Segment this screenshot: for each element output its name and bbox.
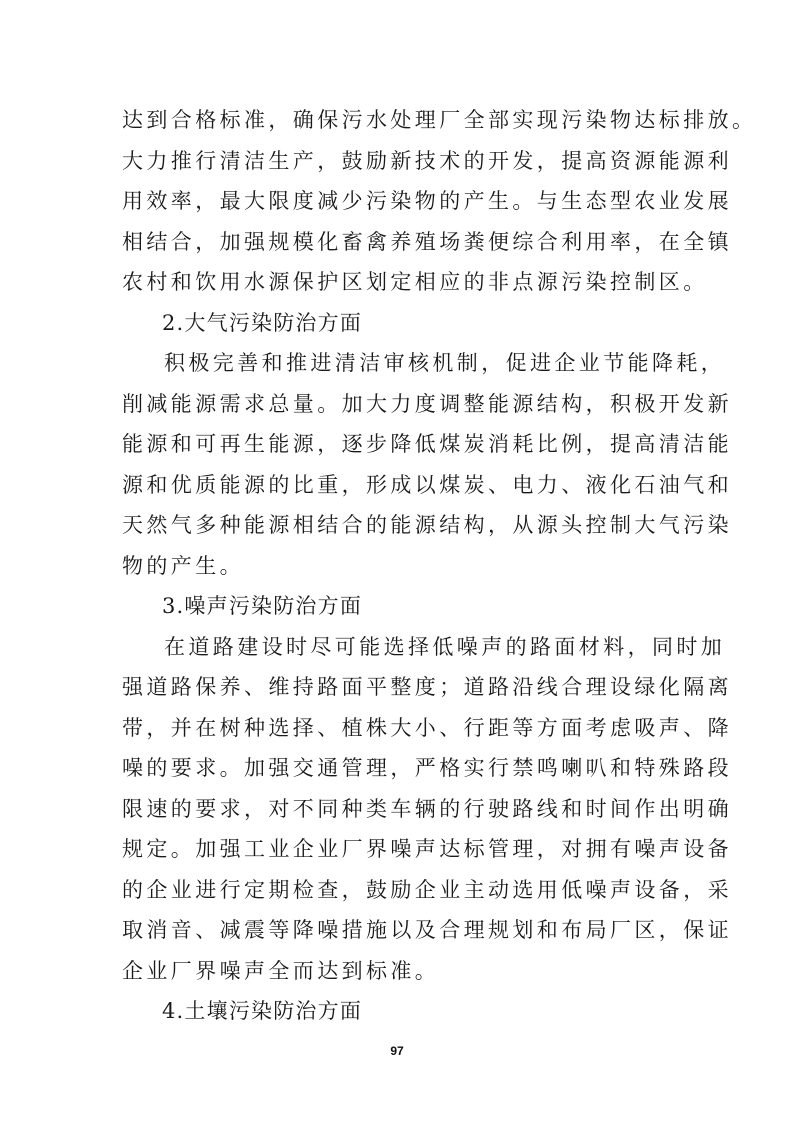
body-line: 大力推行清洁生产，鼓励新技术的开发，提高资源能源利	[122, 148, 732, 173]
body-line: 限速的要求，对不同种类车辆的行驶路线和时间作出明确	[122, 796, 732, 821]
body-line: 达到合格标准，确保污水处理厂全部实现污染物达标排放。	[122, 108, 757, 132]
body-line: 强道路保养、维持路面平整度；道路沿线合理设绿化隔离	[122, 675, 732, 699]
body-line: 的企业进行定期检查，鼓励企业主动选用低噪声设备，采	[122, 877, 732, 902]
body-line: 相结合，加强规模化畜禽养殖场粪便综合利用率，在全镇	[122, 229, 732, 254]
section-heading-air: 2.大气污染防治方面	[162, 310, 363, 335]
body-line: 削减能源需求总量。加大力度调整能源结构，积极开发新	[122, 391, 732, 416]
section-heading-noise: 3.噪声污染防治方面	[162, 594, 363, 618]
body-line: 能源和可再生能源，逐步降低煤炭消耗比例，提高清洁能	[122, 432, 732, 456]
body-line: 带，并在树种选择、植株大小、行距等方面考虑吸声、降	[122, 715, 732, 740]
page-number: 97	[390, 1043, 404, 1058]
body-line: 规定。加强工业企业厂界噪声达标管理，对拥有噪声设备	[122, 837, 732, 861]
body-line: 噪的要求。加强交通管理，严格实行禁鸣喇叭和特殊路段	[122, 756, 732, 780]
body-line: 用效率，最大限度减少污染物的产生。与生态型农业发展	[122, 189, 732, 213]
body-line: 物的产生。	[122, 553, 244, 578]
paragraph-first-line: 积极完善和推进清洁审核机制，促进企业节能降耗，	[164, 351, 726, 375]
body-line: 企业厂界噪声全而达到标准。	[122, 958, 440, 983]
paragraph-first-line: 在道路建设时尽可能选择低噪声的路面材料，同时加	[164, 634, 726, 659]
body-line: 取消音、减震等降噪措施以及合理规划和布局厂区，保证	[122, 918, 732, 942]
body-line: 源和优质能源的比重，形成以煤炭、电力、液化石油气和	[122, 472, 732, 497]
body-line: 天然气多种能源相结合的能源结构，从源头控制大气污染	[122, 513, 732, 537]
section-heading-soil: 4.土壤污染防治方面	[162, 999, 363, 1023]
body-line: 农村和饮用水源保护区划定相应的非点源污染控制区。	[122, 270, 708, 294]
